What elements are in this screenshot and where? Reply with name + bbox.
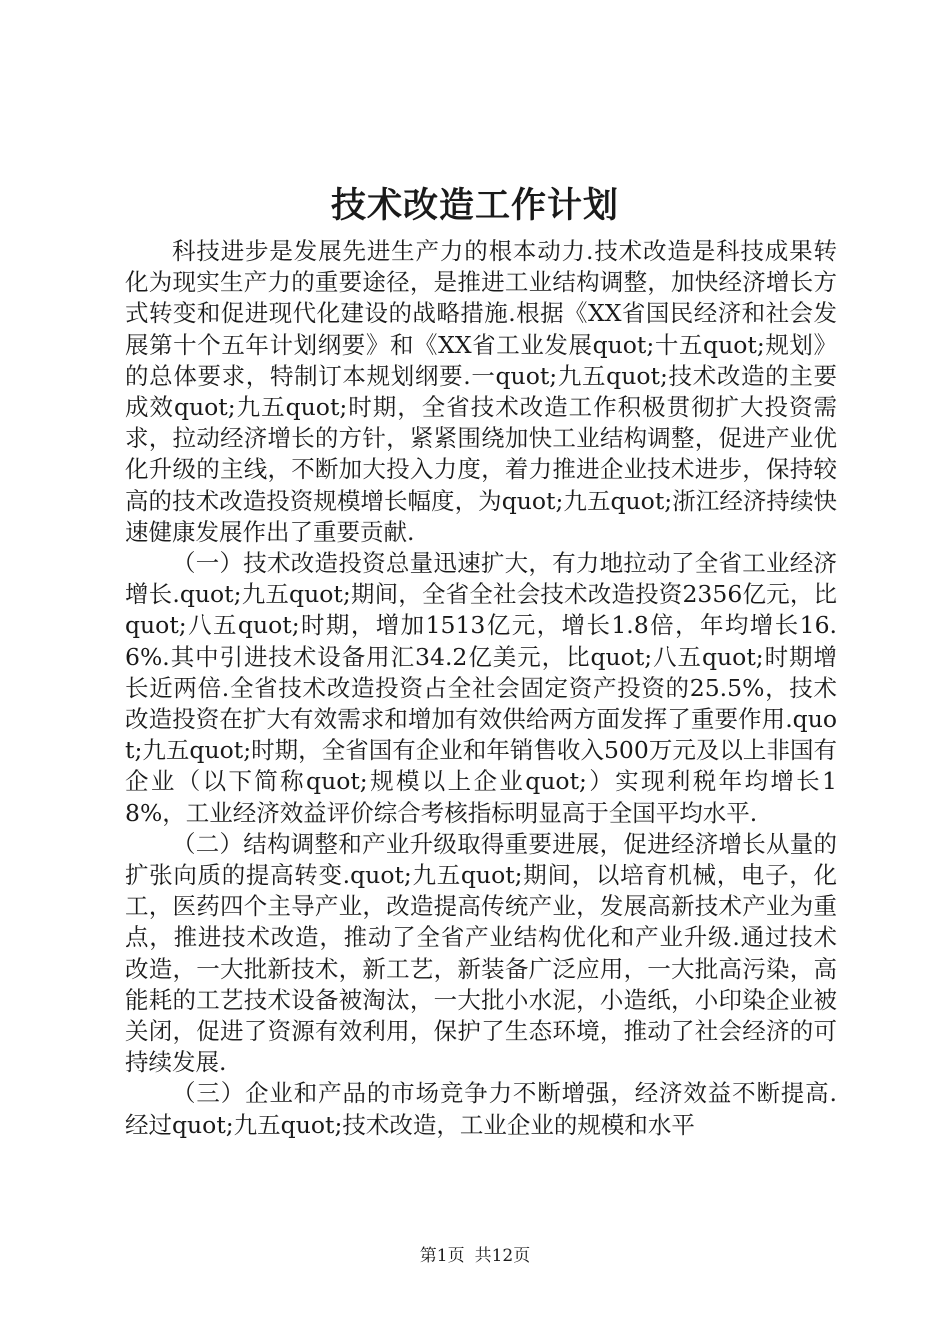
paragraph-intro: 科技进步是发展先进生产力的根本动力.技术改造是科技成果转化为现实生产力的重要途径，是推进工业结构调整，加快经济增长方式转变和促进现代化建设的战略措施.根据《XX省国民经济和社会发展第十个五年计划纲要》和《XX省工业发展quot;十五quot;规划》的总体要求，特制订本规划纲要.一quot;九五quot;技术改造的主要成效quot;九五quot;时期，全省技术改造工作积极贯彻扩大投资需求，拉动经济增长的方针，紧紧围绕加快工业结构调整，促进产业优化升级的主线，不断加大投入力度，着力推进企业技术进步，保持较高的技术改造投资规模增长幅度，为quot;九五quot;浙江经济持续快速健康发展作出了重要贡献. [125, 237, 837, 546]
page-total: 共12页 [474, 1246, 531, 1266]
page-number: 第1页 [419, 1246, 465, 1266]
document-body [125, 236, 837, 1141]
paragraph-section-3: （三）企业和产品的市场竞争力不断增强，经济效益不断提高.经过quot;九五quot;技术改造，工业企业的规模和水平 [125, 1079, 837, 1139]
page-footer [0, 1244, 950, 1268]
document-title: 技术改造工作计划 [330, 185, 619, 226]
paragraph-section-2: （二）结构调整和产业升级取得重要进展，促进经济增长从量的扩张向质的提高转变.quot;九五quot;期间，以培育机械，电子，化工，医药四个主导产业，改造提高传统产业，发展高新技术产业为重点，推进技术改造，推动了全省产业结构优化和产业升级.通过技术改造，一大批新技术，新工艺，新装备广泛应用，一大批高污染，高能耗的工艺技术设备被淘汰，一大批小水泥，小造纸，小印染企业被关闭，促进了资源有效利用，保护了生态环境，推动了社会经济的可持续发展. [125, 829, 837, 1077]
paragraph-section-1: （一）技术改造投资总量迅速扩大，有力地拉动了全省工业经济增长.quot;九五quot;期间，全省全社会技术改造投资2356亿元，比quot;八五quot;时期，增加1513亿元，增长1.8倍，年均增长16.6%.其中引进技术设备用汇34.2亿美元，比quot;八五quot;时期增长近两倍.全省技术改造投资占全社会固定资产投资的25.5%，技术改造投资在扩大有效需求和增加有效供给两方面发挥了重要作用.quot;九五quot;时期，全省国有企业和年销售收入500万元及以上非国有企业（以下简称quot;规模以上企业quot;）实现利税年均增长18%，工业经济效益评价综合考核指标明显高于全国平均水平. [125, 549, 837, 827]
